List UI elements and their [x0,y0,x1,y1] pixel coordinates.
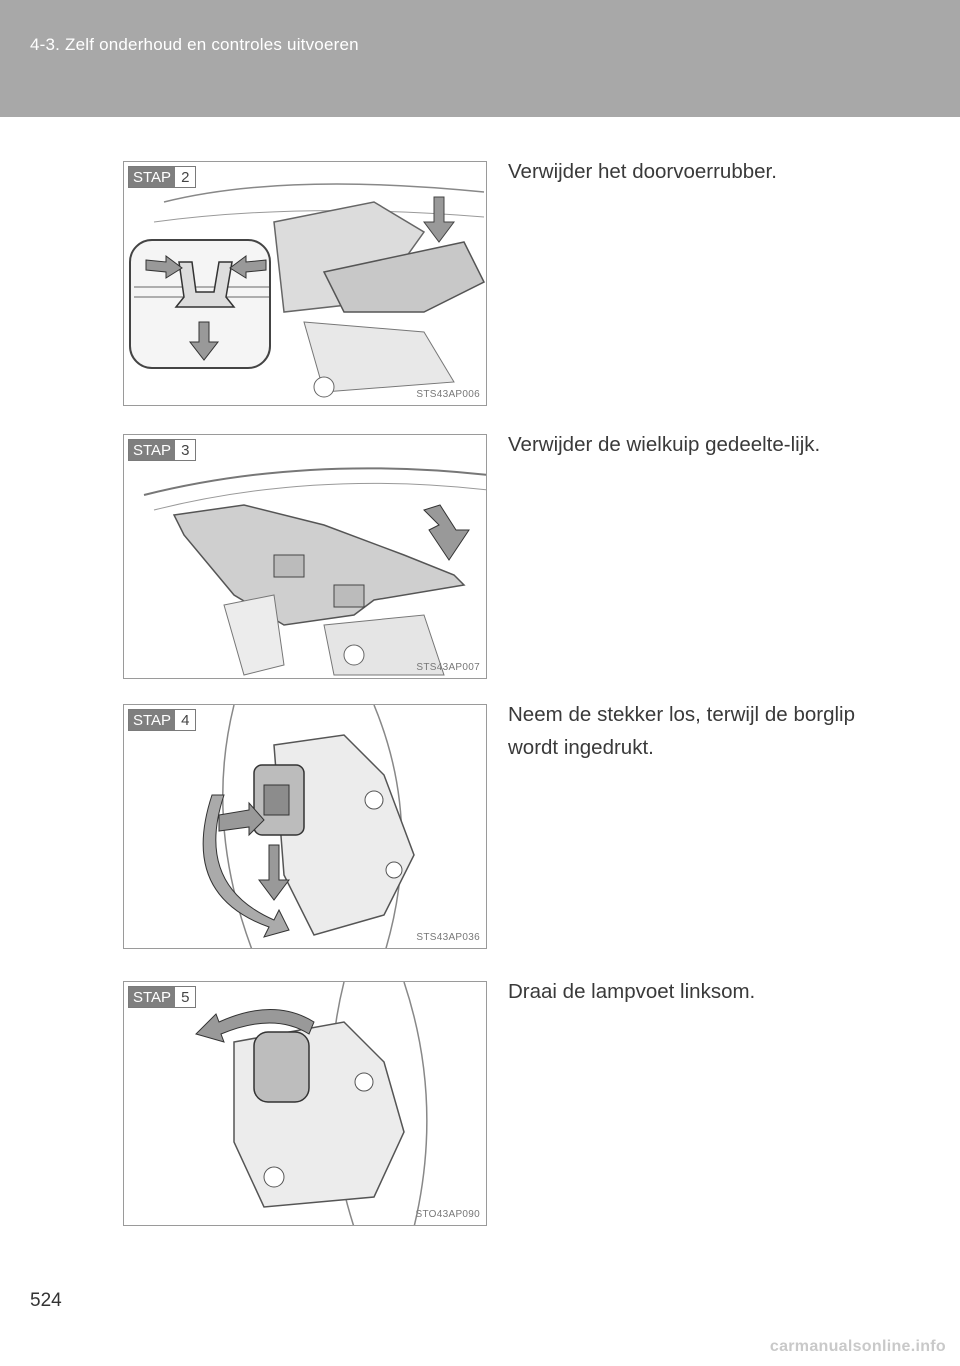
step-5-instruction: Draai de lampvoet linksom. [508,980,756,1003]
step-3-illustration [123,434,487,679]
step-2-illustration [123,161,487,406]
page-header [0,0,960,117]
step-5-illustration [123,981,487,1226]
figure-code: STO43AP090 [415,1209,480,1220]
section-title: 4-3. Zelf onderhoud en controles uitvoeren [30,35,359,54]
step-2-instruction: Verwijder het doorvoerrubber. [508,160,777,183]
page-number: 524 [30,1290,62,1311]
connector-release-drawing [124,705,487,949]
figure-code: STS43AP006 [416,389,480,400]
stap-badge: STAP 4 [128,709,196,731]
bulb-socket-rotate-drawing [124,982,487,1226]
step-4-instruction: Neem de stekker los, terwijl de borglip wordt ingedrukt. [508,703,855,759]
watermark: carmanualsonline.info [769,1338,946,1355]
wheel-liner-drawing [124,435,487,679]
figure-code: STS43AP036 [416,932,480,943]
grommet-removal-drawing [124,162,487,406]
step-3-instruction: Verwijder de wielkuip gedeelte-lijk. [508,433,821,456]
stap-badge: STAP 2 [128,166,196,188]
stap-badge: STAP 5 [128,986,196,1008]
step-4-illustration [123,704,487,949]
figure-code: STS43AP007 [416,662,480,673]
stap-badge: STAP 3 [128,439,196,461]
